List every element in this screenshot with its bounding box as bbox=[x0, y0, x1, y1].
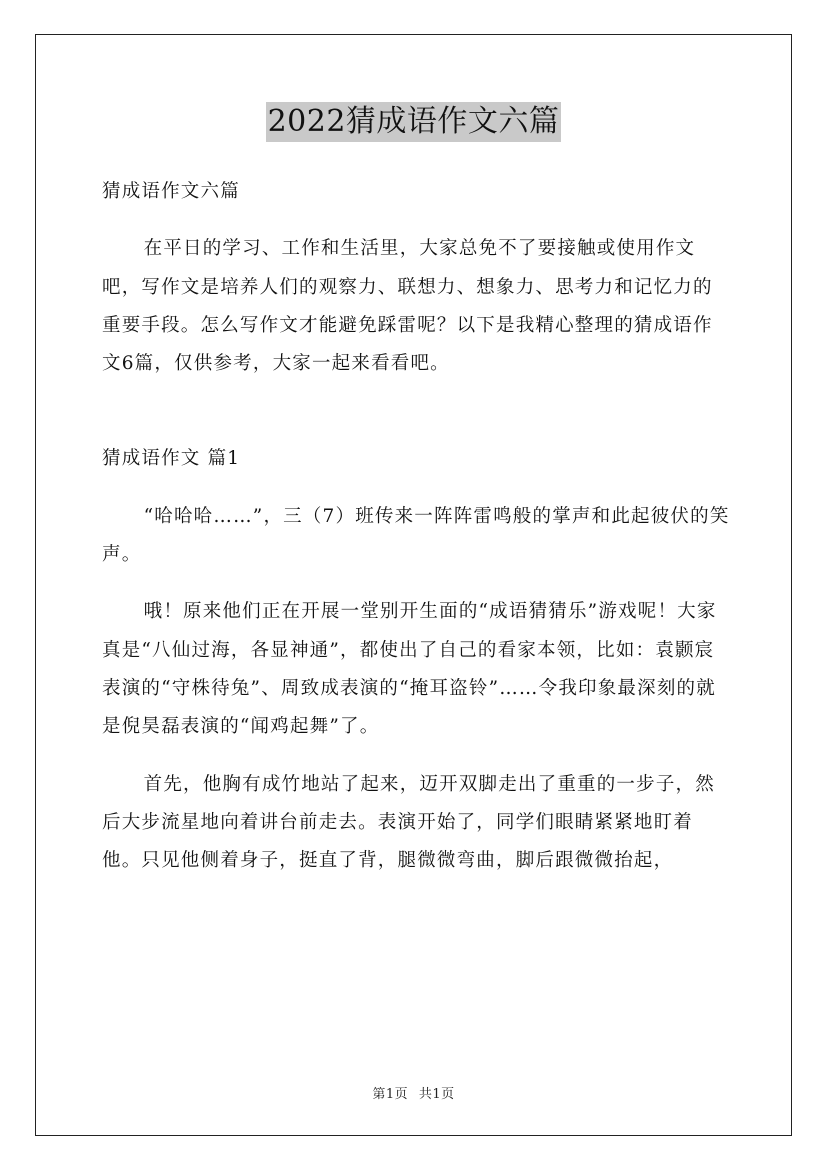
intro-paragraph: 在平日的学习、工作和生活里，大家总免不了要接触或使用作文吧，写作文是培养人们的观察力、联想力、想象力、思考力和记忆力的重要手段。怎么写作文才能避免踩雷呢？以下是我精心整理的猜成语作文6篇，仅供参考，大家一起来看看吧。 bbox=[102, 238, 713, 375]
body-paragraph-3: 首先，他胸有成竹地站了起来，迈开双脚走出了重重的一步子，然后大步流星地向着讲台前走去。表演开始了，同学们眼睛紧紧地盯着他。只见他侧着身子，挺直了背，腿微微弯曲，脚后跟微微抬起， bbox=[102, 773, 715, 872]
document-title: 2022猜成语作文六篇 bbox=[266, 102, 562, 142]
page-number-current: 第1页 bbox=[372, 1087, 409, 1102]
document-body bbox=[102, 173, 730, 880]
section-heading: 猜成语作文 篇1 bbox=[102, 448, 241, 470]
intro-heading: 猜成语作文六篇 bbox=[102, 181, 240, 202]
body-paragraph-1: “哈哈哈……”，三（7）班传来一阵阵雷鸣般的掌声和此起彼伏的笑声。 bbox=[102, 505, 730, 566]
page-number-total: 共1页 bbox=[418, 1087, 455, 1102]
body-paragraph-2: 哦！原来他们正在开展一堂别开生面的“成语猜猜乐”游戏呢！大家真是“八仙过海，各显神通”，都使出了自己的看家本领，比如：袁颢宸表演的“守株待兔”、周致成表演的“掩耳盗铃”……令我印象最深刻的就是倪昊磊表演的“闻鸡起舞”了。 bbox=[102, 601, 717, 738]
page-footer bbox=[0, 1083, 827, 1102]
title-container bbox=[0, 102, 827, 142]
